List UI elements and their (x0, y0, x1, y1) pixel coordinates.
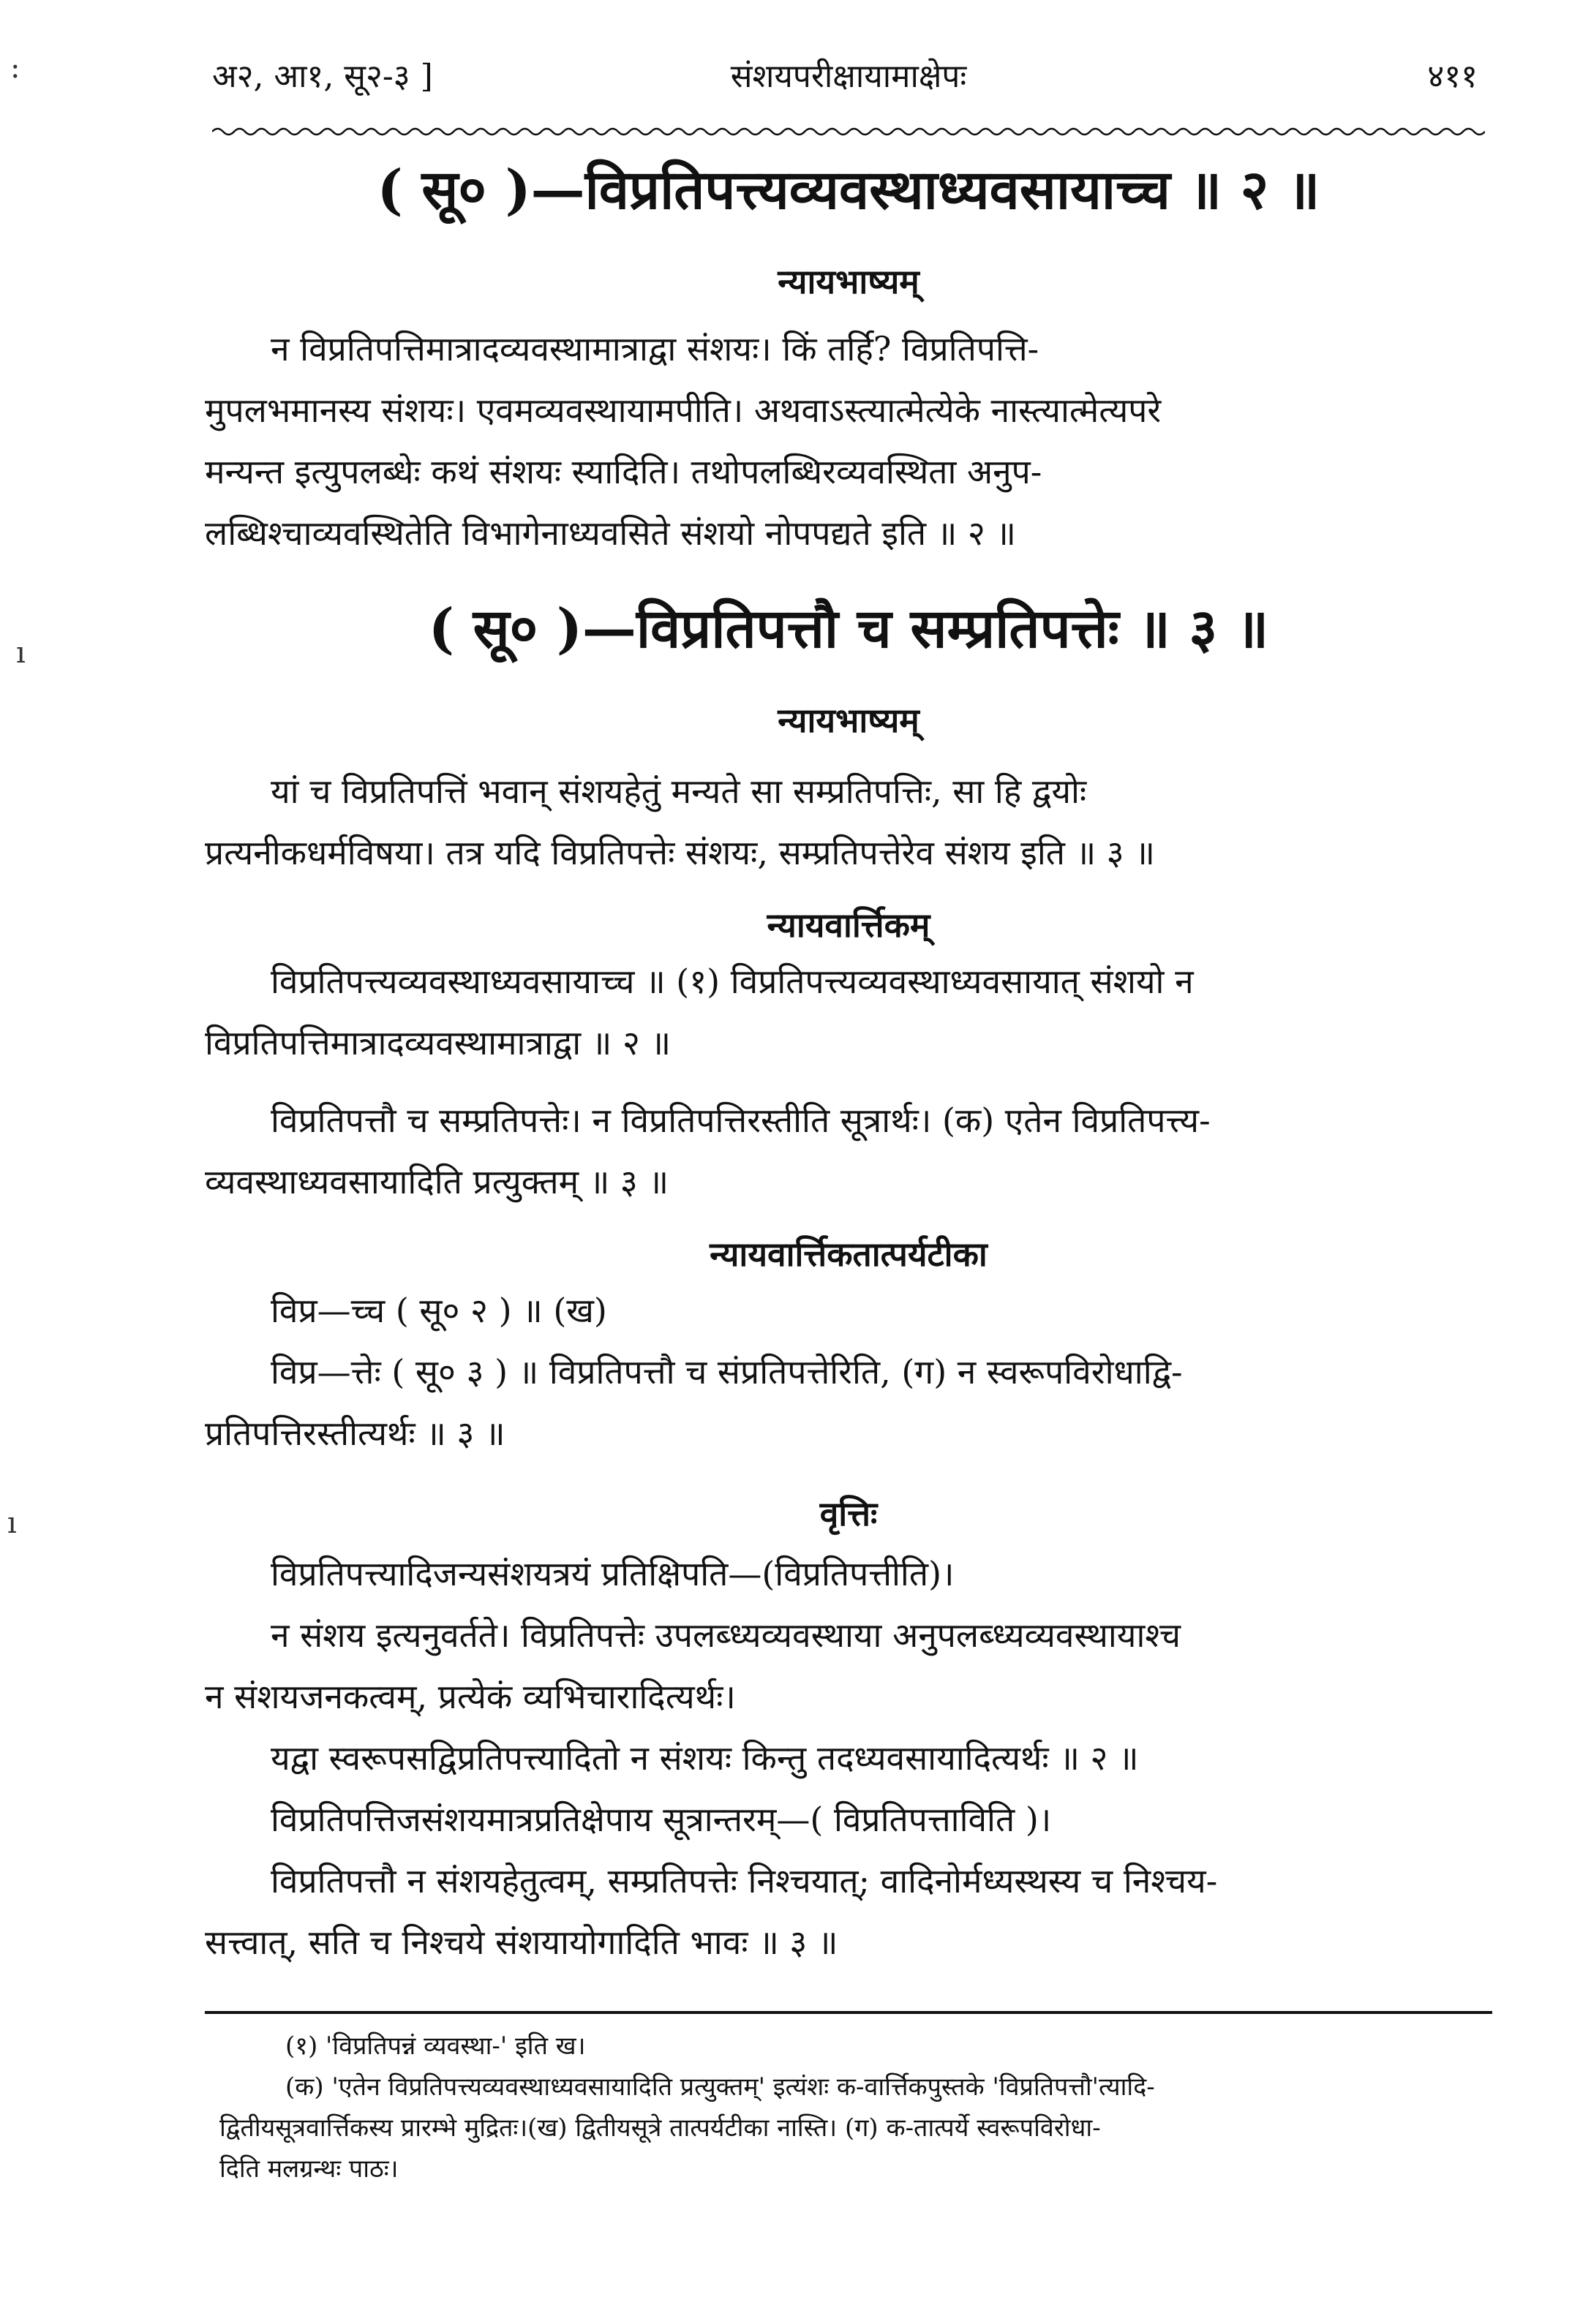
sutra-2-heading: ( सू० )—विप्रतिपत्त्यव्यवस्थाध्यवसायाच्च ॥ २ ॥ (377, 159, 1320, 222)
text-line: प्रतिपत्तिरस्तीत्यर्थः ॥ ३ ॥ (205, 1414, 505, 1453)
text-line: विप्रतिपत्त्यादिजन्यसंशयत्रयं प्रतिक्षिपति—(विप्रतिपत्तीति)। (271, 1554, 955, 1593)
page-number: ४११ (1427, 58, 1478, 95)
text-line: विप्रतिपत्त्यव्यवस्थाध्यवसायाच्च ॥ (१) विप्रतिपत्त्यव्यवस्थाध्यवसायात् संशयो न (271, 962, 1194, 1001)
text-line: विप्र—च्च ( सू० २ ) ॥ (ख) (271, 1291, 607, 1330)
margin-mark: : (10, 51, 20, 85)
vritti-title: वृत्तिः (819, 1494, 878, 1533)
footnote-line: (१) 'विप्रतिपन्नं व्यवस्था-' इति ख। (285, 2031, 586, 2061)
text-line: विप्रतिपत्तौ च सम्प्रतिपत्तेः। न विप्रतिपत्तिरस्तीति सूत्रार्थः। (क) एतेन विप्रतिपत्त्य- (271, 1101, 1211, 1140)
text-line: विप्रतिपत्तिजसंशयमात्रप्रतिक्षेपाय सूत्रान्तरम्—( विप्रतिपत्ताविति )। (271, 1800, 1052, 1839)
tatparya-title: न्यायवार्त्तिकतात्पर्यटीका (710, 1234, 988, 1274)
running-head (205, 44, 1492, 110)
tatparya-paragraph (205, 1280, 1478, 1464)
chapter-reference: अ२, आ१, सू२-३ ] (212, 58, 433, 95)
text-line: विप्रतिपत्तौ न संशयहेतुत्वम्, सम्प्रतिपत्तेः निश्चयात्; वादिनोर्मध्यस्थस्य च निश्चय- (271, 1861, 1218, 1901)
margin-mark: ı (7, 1506, 17, 1540)
bhashya-title: न्यायभाष्यम् (778, 262, 919, 301)
text-line: यां च विप्रतिपत्तिं भवान् संशयहेतुं मन्यते सा सम्प्रतिपत्तिः, सा हि द्वयोः (271, 771, 1087, 811)
text-line: मुपलभमानस्य संशयः। एवमव्यवस्थायामपीति। अथवाऽस्त्यात्मेत्येके नास्त्यात्मेत्यपरे (205, 391, 1162, 430)
bhashya-paragraph (205, 318, 1478, 564)
text-line: न संशय इत्यनुवर्तते। विप्रतिपत्तेः उपलब्ध्यव्यवस्थाया अनुपलब्ध्यव्यवस्थायाश्च (271, 1615, 1181, 1655)
text-line: मन्यन्त इत्युपलब्धेः कथं संशयः स्यादिति। तथोपलब्धिरव्यवस्थिता अनुप- (205, 452, 1042, 491)
vartika-paragraph (205, 1090, 1478, 1212)
text-line: सत्त्वात्, सति च निश्चये संशयायोगादिति भावः ॥ ३ ॥ (205, 1923, 838, 1962)
footnote-rule (205, 2011, 1492, 2014)
wavy-rule (212, 124, 1485, 139)
text-line: न विप्रतिपत्तिमात्रादव्यवस्थामात्राद्वा संशयः। किं तर्हि? विप्रतिपत्ति- (271, 329, 1039, 369)
text-line: न संशयजनकत्वम्, प्रत्येकं व्यभिचारादित्यर्थः। (205, 1677, 736, 1716)
vartika-title: न्यायवार्त्तिकम् (767, 905, 930, 945)
text-line: प्रत्यनीकधर्मविषया। तत्र यदि विप्रतिपत्तेः संशयः, सम्प्रतिपत्तेरेव संशय इति ॥ ३ ॥ (205, 833, 1155, 872)
text-line: यद्वा स्वरूपसद्विप्रतिपत्त्यादितो न संशयः किन्तु तदध्यवसायादित्यर्थः ॥ २ ॥ (271, 1738, 1139, 1778)
book-page (205, 44, 1492, 2296)
running-title: संशयपरीक्षायामाक्षेपः (730, 58, 967, 95)
text-line: विप्र—त्तेः ( सू० ३ ) ॥ विप्रतिपत्तौ च संप्रतिपत्तेरिति, (ग) न स्वरूपविरोधाद्वि- (271, 1352, 1183, 1392)
margin-mark: ı (16, 636, 26, 670)
footnote-line: दिति मलग्रन्थः पाठः। (219, 2154, 399, 2184)
vritti-paragraph (205, 1543, 1478, 1973)
sutra-3-heading: ( सू० )—विप्रतिपत्तौ च सम्प्रतिपत्तेः ॥ ३ ॥ (428, 597, 1269, 660)
vartika-paragraph (205, 951, 1478, 1074)
footnotes (219, 2026, 1478, 2189)
footnote-line: द्वितीयसूत्रवार्त्तिकस्य प्रारम्भे मुद्रितः।(ख) द्वितीयसूत्रे तात्पर्यटीका नास्ति। (ग) क-तात्पर्ये स्वरूपविरोधा- (219, 2113, 1101, 2143)
text-line: लब्धिश्चाव्यवस्थितेति विभागेनाध्यवसिते संशयो नोपपद्यते इति ॥ २ ॥ (205, 513, 1016, 553)
text-line: व्यवस्थाध्यवसायादिति प्रत्युक्तम् ॥ ३ ॥ (205, 1162, 669, 1201)
footnote-line: (क) 'एतेन विप्रतिपत्त्यव्यवस्थाध्यवसायादिति प्रत्युक्तम्' इत्यंशः क-वार्त्तिकपुस्तके 'विप्रतिपत्तौ'त्यादि- (285, 2072, 1155, 2102)
bhashya-paragraph (205, 761, 1478, 883)
text-line: विप्रतिपत्तिमात्रादव्यवस्थामात्राद्वा ॥ २ ॥ (205, 1023, 672, 1063)
bhashya-title: न्यायभाष्यम् (778, 701, 919, 740)
